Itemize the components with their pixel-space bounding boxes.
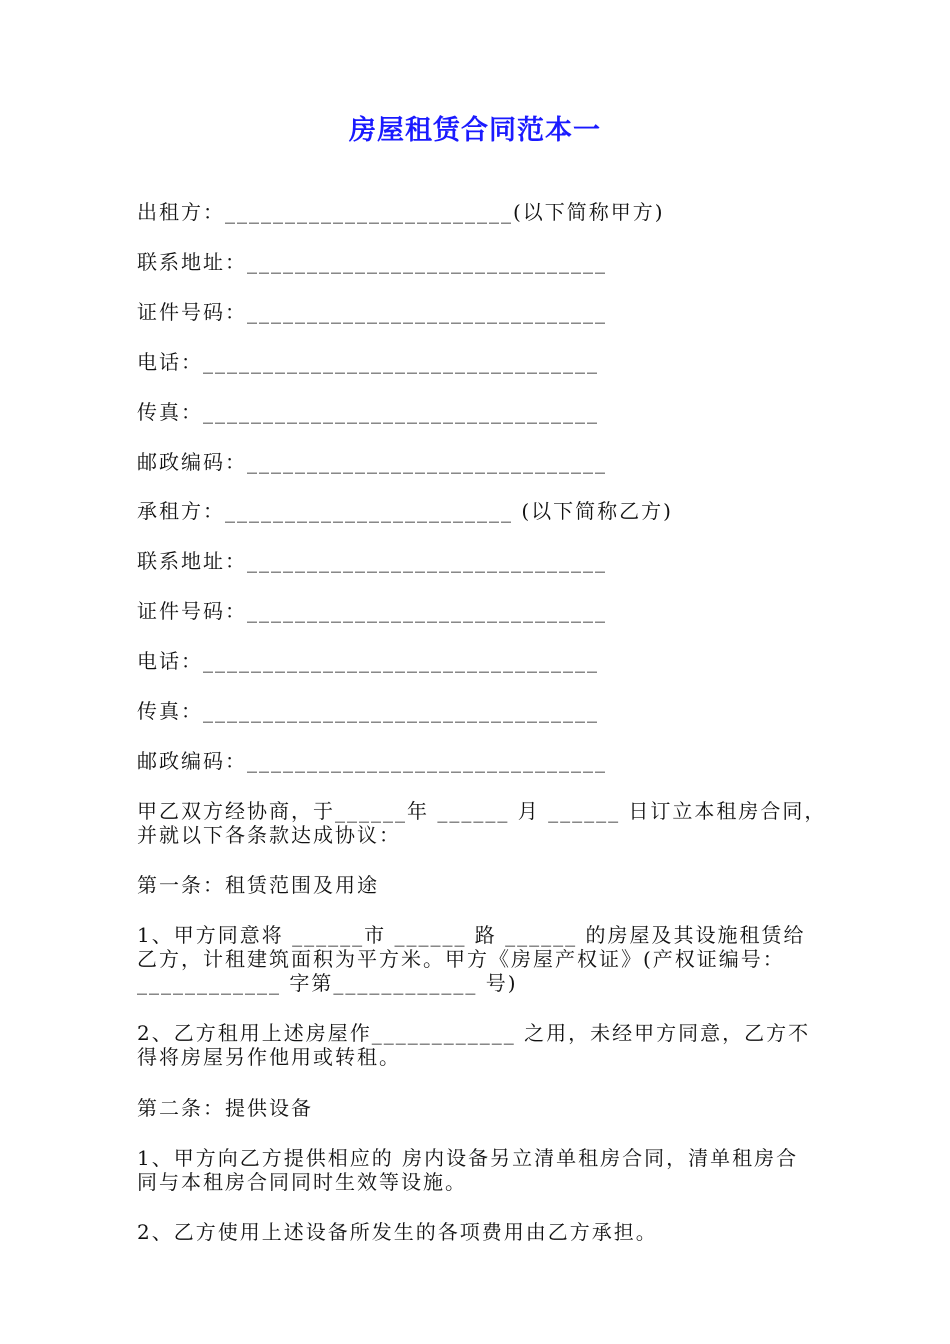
article1-clause1 (137, 923, 827, 995)
intro-line: 甲乙双方经协商，于______年 ______ 月 ______ 日订立本租房合同， (137, 799, 827, 823)
article2-clause1 (137, 1146, 827, 1194)
lessee-phone-field: 电话：_________________________________ (137, 649, 599, 673)
lessor-id-field: 证件号码：______________________________ (137, 300, 607, 324)
lessor-address-field: 联系地址：______________________________ (137, 250, 607, 274)
lessee-name-field: 承租方：________________________ (以下简称乙方) (137, 499, 673, 523)
lessor-phone-field: 电话：_________________________________ (137, 350, 599, 374)
lessor-name-field: 出租方：________________________(以下简称甲方) (137, 200, 665, 224)
article2-heading: 第二条：提供设备 (137, 1096, 313, 1120)
lessor-postcode-field: 邮政编码：______________________________ (137, 450, 607, 474)
clause-line: 2、乙方租用上述房屋作____________ 之用，未经甲方同意，乙方不 (137, 1021, 811, 1045)
clause-line: 1、甲方向乙方提供相应的 房内设备另立清单租房合同，清单租房合 (137, 1146, 799, 1170)
lessee-fax-field: 传真：_________________________________ (137, 699, 599, 723)
clause-line: 乙方，计租建筑面积为平方米。甲方《房屋产权证》(产权证编号： (137, 947, 785, 971)
clause-line: 得将房屋另作他用或转租。 (137, 1045, 401, 1069)
clause-line: 同与本租房合同同时生效等设施。 (137, 1170, 467, 1194)
lessee-id-field: 证件号码：______________________________ (137, 599, 607, 623)
lessee-postcode-field: 邮政编码：______________________________ (137, 749, 607, 773)
lessee-address-field: 联系地址：______________________________ (137, 549, 607, 573)
clause-line: ____________ 字第____________ 号) (137, 971, 518, 995)
lessor-fax-field: 传真：_________________________________ (137, 400, 599, 424)
document-title: 房屋租赁合同范本一 (349, 115, 601, 146)
article2-clause2: 2、乙方使用上述设备所发生的各项费用由乙方承担。 (137, 1220, 658, 1244)
intro-line: 并就以下各条款达成协议： (137, 823, 401, 847)
clause-line: 1、甲方同意将 ______市 ______ 路 ______ 的房屋及其设施租赁给 (137, 923, 806, 947)
intro-paragraph (137, 799, 827, 847)
article1-clause2 (137, 1021, 827, 1069)
article1-heading: 第一条：租赁范围及用途 (137, 873, 379, 897)
